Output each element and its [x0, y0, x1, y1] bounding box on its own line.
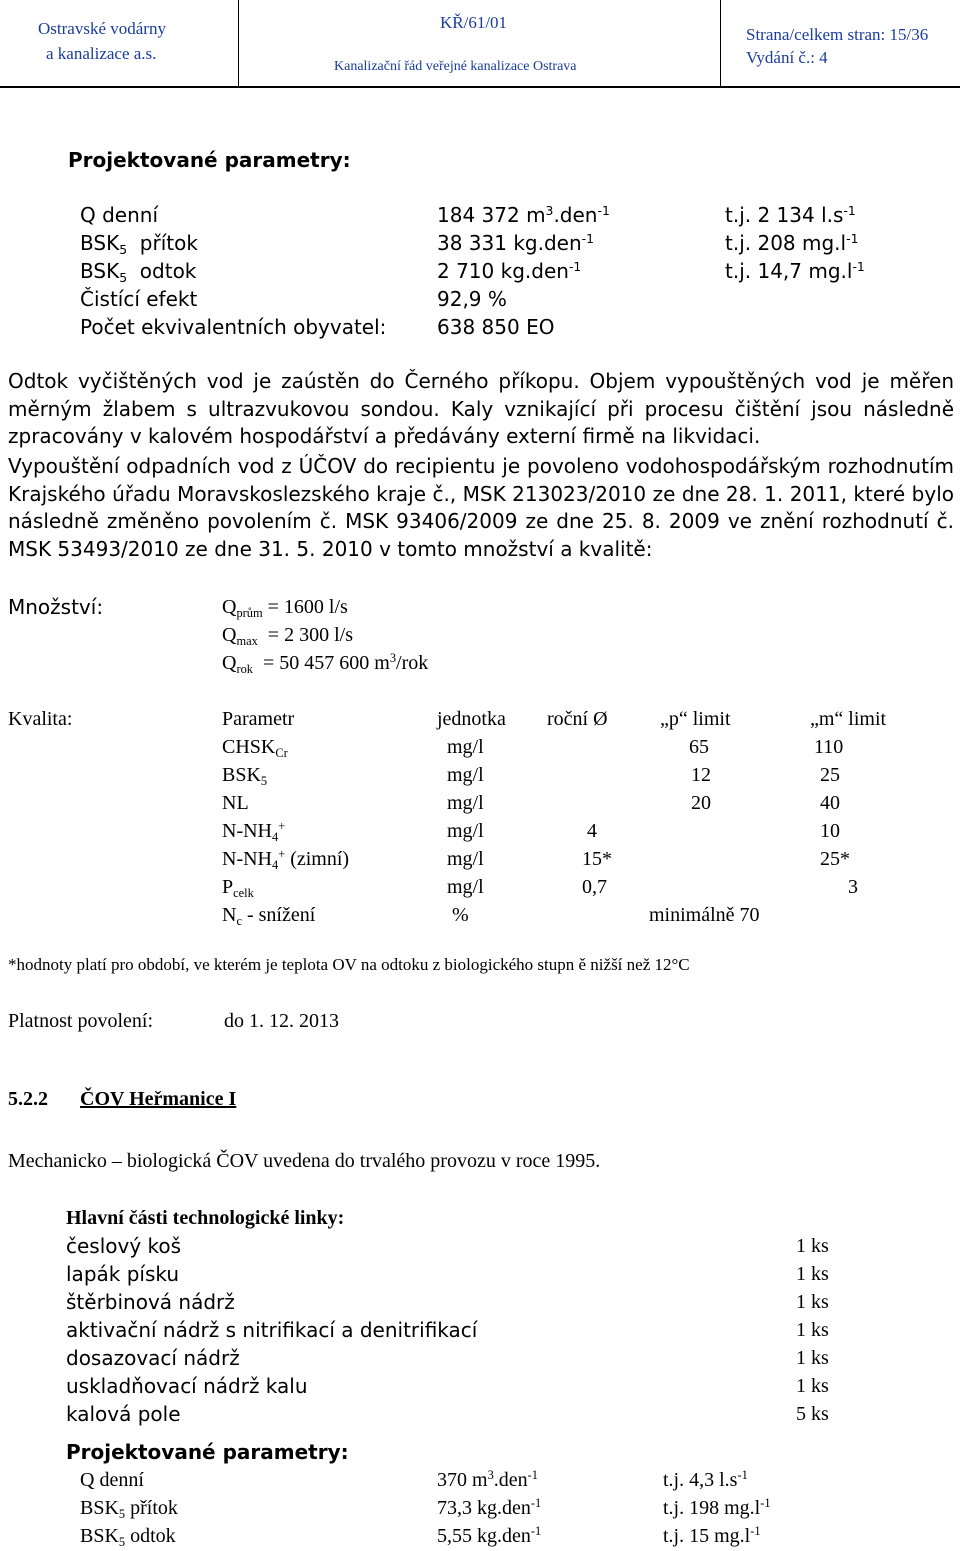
- table-cell-annual: 15*: [582, 848, 612, 870]
- table-cell-unit: mg/l: [447, 876, 484, 898]
- table-cell-unit: mg/l: [447, 820, 484, 842]
- param-value: 92,9 %: [437, 287, 507, 311]
- list-item: štěrbinová nádrž: [66, 1290, 235, 1314]
- table-cell-unit: mg/l: [447, 792, 484, 814]
- list-item: uskladňovací nádrž kalu: [66, 1374, 308, 1398]
- param-alt-value: t.j. 208 $mg.l^{-1}$: [725, 231, 859, 255]
- header-rule: [0, 86, 960, 88]
- quantity-row: $Q_{rok} = 50$ 457 600 $m^3$/rok: [222, 651, 429, 676]
- doc-title: Kanalizační řád veřejné kanalizace Ostrava: [334, 59, 577, 74]
- table-cell-param: $P_{celk}$: [222, 876, 254, 900]
- param-value: 38 331 kg.den$^{-1}$: [437, 231, 595, 255]
- validity-label: Platnost povolení:: [8, 1010, 153, 1032]
- table-cell-m: 10: [820, 820, 840, 842]
- param-alt-value: t.j. 198 $mg.l^{-1}$: [663, 1496, 771, 1519]
- table-cell-unit: mg/l: [447, 764, 484, 786]
- param-value: 2 710 kg.den$^{-1}$: [437, 259, 582, 283]
- table-cell-param: $N_c$ - snížení: [222, 904, 316, 928]
- table-header: Parametr: [222, 708, 295, 730]
- table-cell-param: $N-NH_4^+$: [222, 819, 286, 844]
- list-item: aktivační nádrž s nitrifikací a denitrifikací: [66, 1318, 478, 1342]
- param-label: $BSK_5$ odtok: [80, 259, 197, 285]
- edition-number: Vydání č.: 4: [746, 48, 828, 67]
- param-value: 73,3 kg.den$^{-1}$: [437, 1496, 542, 1519]
- list-item-qty: 1 ks: [796, 1235, 829, 1257]
- table-cell-annual: 4: [587, 820, 597, 842]
- quantity-label: Množství:: [8, 595, 104, 619]
- table-cell-p: minimálně 70: [649, 904, 760, 926]
- list-item-qty: 5 ks: [796, 1403, 829, 1425]
- param-label: Q denní: [80, 203, 159, 227]
- param-alt-value: t.j. 14,7 $mg.l^{-1}$: [725, 259, 865, 283]
- body-paragraph: Vypouštění odpadních vod z ÚČOV do recipientu je povoleno vodohospodářským rozhodnutím Krajského úřadu Moravskoslezského kraje č., MSK 213023/2010 ze dne 28. 1. 2011, které bylo následně změněno povolením č. MSK 93406/2009 ze dne 25. 8. 2009 ve znění rozhodnutí č. MSK 53493/2010 ze dne 31. 5. 2010 v tomto množství a kvalitě:: [8, 454, 954, 561]
- quantity-row: $Q_{max} = 2$ 300 l/s: [222, 624, 353, 648]
- validity-value: do 1. 12. 2013: [224, 1010, 339, 1032]
- section-heading: Projektované parametry:: [68, 148, 351, 172]
- table-header: roční Ø: [547, 708, 608, 730]
- list-item: dosazovací nádrž: [66, 1346, 240, 1370]
- table-cell-unit: %: [452, 904, 469, 926]
- table-header: „p“ limit: [660, 708, 731, 730]
- header-divider: [238, 0, 239, 86]
- param-value: 638 850 EO: [437, 315, 555, 339]
- body-paragraph: Odtok vyčištěných vod je zaústěn do Černého příkopu. Objem vypouštěných vod je měřen měrným žlabem s ultrazvukovou sondou. Kaly vznikající při procesu čištění jsou následně zpracovány v kalovém hospodářství a předávány externí firmě na likvidaci.: [8, 369, 954, 448]
- param-value: 184 372 $m^3.den^{-1}$: [437, 203, 610, 227]
- page-header: [0, 0, 960, 88]
- param-value: 5,55 kg.den$^{-1}$: [437, 1524, 542, 1547]
- param-alt-value: t.j. 4,3 $l.s^{-1}$: [663, 1468, 748, 1491]
- table-header: „m“ limit: [810, 708, 887, 730]
- table-cell-m: 25*: [820, 848, 850, 870]
- param-value: 370 $m^3.den^{-1}$: [437, 1468, 538, 1491]
- org-name-line2: a kanalizace a.s.: [46, 44, 157, 63]
- list-item-qty: 1 ks: [796, 1263, 829, 1285]
- table-cell-unit: mg/l: [447, 848, 484, 870]
- list-item-qty: 1 ks: [796, 1319, 829, 1341]
- param-alt-value: t.j. 15 $mg.l^{-1}$: [663, 1524, 761, 1547]
- param-alt-value: t.j. 2 134 $l.s^{-1}$: [725, 203, 856, 227]
- list-item-qty: 1 ks: [796, 1375, 829, 1397]
- param-label: Počet ekvivalentních obyvatel:: [80, 315, 387, 339]
- table-cell-m: 40: [820, 792, 840, 814]
- table-cell-param: $BSK_5$: [222, 764, 268, 788]
- table-cell-param: $N-NH_4^+$ (zimní): [222, 847, 350, 872]
- param-label: Q denní: [80, 1469, 144, 1491]
- list-item-qty: 1 ks: [796, 1347, 829, 1369]
- list-item-qty: 1 ks: [796, 1291, 829, 1313]
- table-cell-p: 12: [691, 764, 711, 786]
- table-cell-p: 65: [689, 736, 709, 758]
- table-cell-p: 20: [691, 792, 711, 814]
- section-title: ČOV Heřmanice I: [80, 1088, 237, 1110]
- org-name-line1: Ostravské vodárny: [38, 19, 166, 38]
- table-cell-param: $CHSK_{Cr}$: [222, 736, 288, 760]
- table-header: jednotka: [437, 708, 506, 730]
- param-label: $BSK_5$ přítok: [80, 1497, 178, 1521]
- section-intro: Mechanicko – biologická ČOV uvedena do trvalého provozu v roce 1995.: [8, 1150, 601, 1172]
- params-heading: Projektované parametry:: [66, 1440, 349, 1464]
- param-label: $BSK_5$ přítok: [80, 231, 198, 257]
- table-cell-unit: mg/l: [447, 736, 484, 758]
- list-item: česlový koš: [66, 1234, 182, 1258]
- list-item: lapák písku: [66, 1262, 180, 1286]
- table-cell-annual: 0,7: [582, 876, 607, 898]
- quality-label: Kvalita:: [8, 708, 73, 730]
- page-info: Strana/celkem stran: 15/36: [746, 25, 929, 44]
- param-label: $BSK_5$ odtok: [80, 1525, 176, 1549]
- list-item: kalová pole: [66, 1402, 181, 1426]
- param-label: Čistící efekt: [80, 287, 198, 311]
- section-number: 5.2.2: [8, 1088, 48, 1110]
- parts-heading: Hlavní části technologické linky:: [66, 1207, 345, 1229]
- table-cell-m: 3: [848, 876, 858, 898]
- table-cell-m: 25: [820, 764, 840, 786]
- doc-code: KŘ/61/01: [440, 13, 508, 32]
- table-cell-param: NL: [222, 792, 249, 814]
- header-divider: [720, 0, 721, 86]
- quantity-row: $Q_{prům} = 1600$ l/s: [222, 596, 348, 620]
- footnote: *hodnoty platí pro období, ve kterém je teplota OV na odtoku z biologického stupn ě nižší než 12°C: [8, 955, 690, 974]
- table-cell-m: 110: [814, 736, 844, 758]
